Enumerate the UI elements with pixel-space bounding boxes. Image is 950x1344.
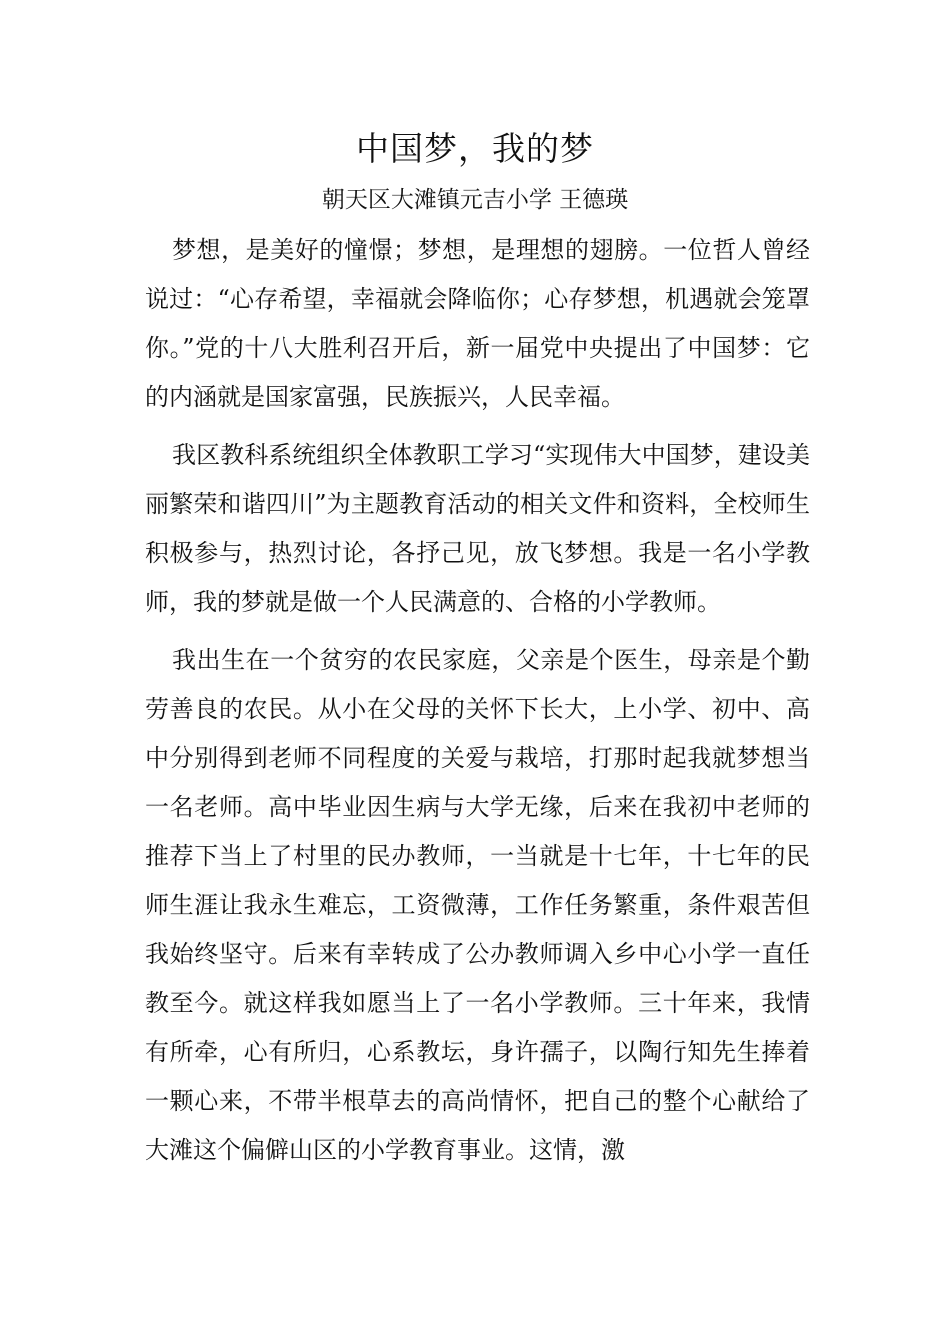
document-body <box>145 226 810 1175</box>
paragraph-1: 梦想，是美好的憧憬；梦想，是理想的翅膀。一位哲人曾经说过：“心存希望，幸福就会降临你；心存梦想，机遇就会笼罩你。”党的十八大胜利召开后，新一届党中央提出了中国梦：它的内涵就是国家富强，民族振兴，人民幸福。 <box>145 236 810 411</box>
paragraph-3: 我出生在一个贫穷的农民家庭，父亲是个医生，母亲是个勤劳善良的农民。从小在父母的关怀下长大，上小学、初中、高中分别得到老师不同程度的关爱与栽培，打那时起我就梦想当一名老师。高中毕业因生病与大学无缘，后来在我初中老师的推荐下当上了村里的民办教师，一当就是十七年，十七年的民师生涯让我永生难忘，工资微薄，工作任务繁重，条件艰苦但我始终坚守。后来有幸转成了公办教师调入乡中心小学一直任教至今。就这样我如愿当上了一名小学教师。三十年来，我情有所牵，心有所归，心系教坛，身许孺子，以陶行知先生捧着一颗心来，不带半根草去的高尚情怀，把自己的整个心献给了大滩这个偏僻山区的小学教育事业。这情，激 <box>145 646 810 1164</box>
document-title: 中国梦，我的梦 <box>356 129 594 168</box>
author-line: 朝天区大滩镇元吉小学 王德瑛 <box>321 187 629 213</box>
paragraph-2: 我区教科系统组织全体教职工学习“实现伟大中国梦，建设美丽繁荣和谐四川”为主题教育活动的相关文件和资料，全校师生积极参与，热烈讨论，各抒己见，放飞梦想。我是一名小学教师，我的梦就是做一个人民满意的、合格的小学教师。 <box>145 441 810 616</box>
